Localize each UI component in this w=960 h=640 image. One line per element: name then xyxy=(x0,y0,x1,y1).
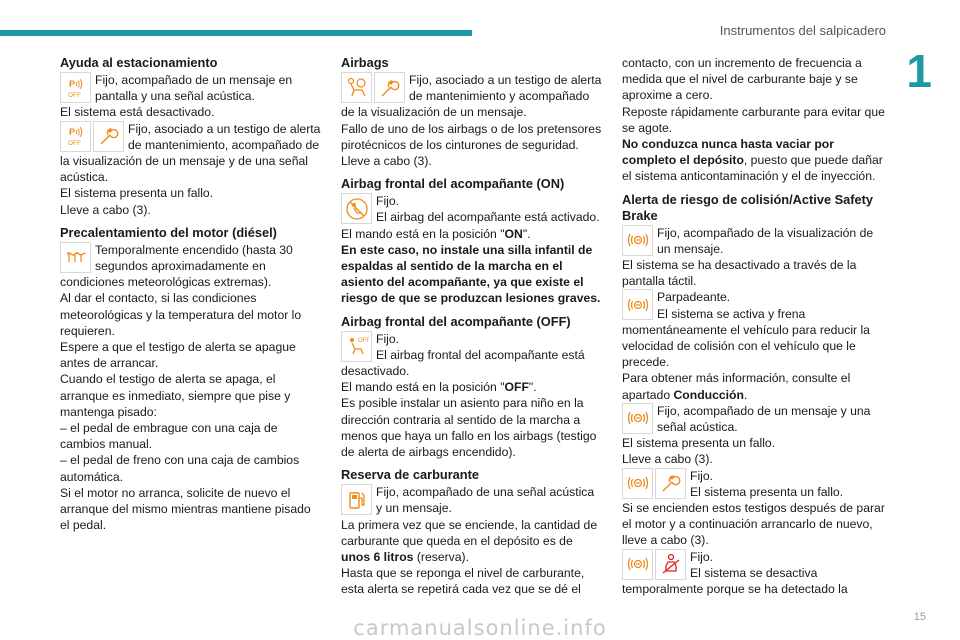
parking-entry-1-text: Fijo, acompañado de un mensaje en pantalla y una señal acústica. xyxy=(95,73,293,104)
collision-alert-icon xyxy=(622,225,653,256)
airbag-off-text: El airbag frontal del acompañante está desactivado. xyxy=(341,347,585,379)
collision-alert-icon xyxy=(622,289,653,320)
wrench-icon xyxy=(93,121,124,152)
collision-entry-3-action: Lleve a cabo (3). xyxy=(622,452,713,467)
parking-aid-title: Ayuda al estacionamiento xyxy=(60,55,218,70)
airbags-title: Airbags xyxy=(341,55,389,70)
column-right xyxy=(622,55,887,597)
collision-entry-2 xyxy=(622,289,887,402)
fuel-cont-1: contacto, con un incremento de frecuencia a medida que el nivel de carburante baje y se aproxime a cero. xyxy=(622,56,862,103)
column-middle xyxy=(341,55,603,598)
airbag-on-state: Fijo. xyxy=(376,194,400,209)
collision-entry-2-text: El sistema se activa y frena momentáneamente el vehículo para reducir la velocidad de colisión con el vehículo que le precede. xyxy=(622,306,870,370)
collision-entry-3-text: Fijo, acompañado de un mensaje y una señal acústica. xyxy=(657,403,871,435)
header-accent-bar xyxy=(0,30,472,36)
wrench-icon xyxy=(655,468,686,499)
collision-alert-icon xyxy=(622,403,653,434)
preheat-p4: – el pedal de embrague con una caja de cambios manual. xyxy=(60,421,278,452)
car-warning-icon xyxy=(655,549,686,580)
airbag-off-p2: Es posible instalar un asiento para niño en la dirección contraria al sentido de la marcha a menos que haya un fallo en los airbags (testigo de alerta de airbags encendido). xyxy=(341,396,597,460)
preheat-entry xyxy=(60,242,322,534)
collision-entry-5-state: Fijo. xyxy=(690,549,714,564)
wrench-icon xyxy=(374,72,405,103)
fuel-entry xyxy=(341,484,603,597)
collision-alert-icon xyxy=(622,549,653,580)
airbags-entry xyxy=(341,72,603,169)
airbag-off-title: Airbag frontal del acompañante (OFF) xyxy=(341,313,571,329)
airbag-off-position: El mando está en la posición "OFF". xyxy=(341,380,537,395)
collision-entry-4-state: Fijo. xyxy=(690,468,714,483)
page-number: 15 xyxy=(913,611,926,623)
preheat-p5: – el pedal de freno con una caja de cambios automática. xyxy=(60,453,300,484)
collision-entry-1 xyxy=(622,225,887,290)
chapter-number: 1 xyxy=(906,45,932,97)
passenger-airbag-on-icon xyxy=(341,193,372,224)
airbags-p2: Lleve a cabo (3). xyxy=(341,154,432,169)
preheat-entry-text: Temporalmente encendido (hasta 30 segundos aproximadamente en condiciones meteorológicas extremas). xyxy=(60,242,293,290)
collision-entry-5-text: El sistema se desactiva temporalmente porque se ha detectado la xyxy=(622,565,848,597)
airbag-on-warning: En este caso, no instale una silla infantil de espaldas al sentido de la marcha en el asiento del acompañante, ya que existe el riesgo de que se produzcan lesiones graves. xyxy=(341,242,601,306)
glow-plug-icon xyxy=(60,242,91,273)
fuel-pump-icon xyxy=(341,484,372,515)
collision-entry-1-status: El sistema se ha desactivado a través de la pantalla táctil. xyxy=(622,258,857,289)
collision-entry-2-state: Parpadeante. xyxy=(657,290,731,305)
fuel-cont-2: Reposte rápidamente carburante para evitar que se agote. xyxy=(622,104,885,135)
parking-entry-2 xyxy=(60,121,322,218)
preheat-p6: Si el motor no arranca, solicite de nuevo el arranque del mismo mientras mantiene pisado el pedal. xyxy=(60,485,311,533)
airbag-on-title: Airbag frontal del acompañante (ON) xyxy=(341,176,565,192)
watermark: carmanualsonline.info xyxy=(353,616,607,640)
parking-entry-1-status: El sistema está desactivado. xyxy=(60,105,215,120)
airbag-on-position: El mando está en la posición "ON". xyxy=(341,226,531,241)
fuel-p2: Hasta que se reponga el nivel de carburante, esta alerta se repetirá cada vez que se dé el xyxy=(341,566,585,597)
airbag-person-icon xyxy=(341,72,372,103)
preheat-p1: Al dar el contacto, si las condiciones meteorológicas y la temperatura del motor lo requieren. xyxy=(60,291,302,338)
passenger-airbag-off-icon xyxy=(341,331,372,362)
collision-entry-2-more: Para obtener más información, consulte el apartado Conducción. xyxy=(622,371,851,402)
airbag-on-text: El airbag del acompañante está activado. xyxy=(376,210,600,225)
collision-entry-1-text: Fijo, acompañado de la visualización de un mensaje. xyxy=(657,225,874,256)
section-title: Instrumentos del salpicadero xyxy=(719,23,886,38)
collision-entry-4 xyxy=(622,468,887,549)
fuel-reserve-title: Reserva de carburante xyxy=(341,467,479,483)
parking-entry-2-action: Lleve a cabo (3). xyxy=(60,202,151,217)
fuel-cont-3: No conduzca nunca hasta vaciar por completo el depósito, puesto que puede dañar el sistema anticontaminación y el de inyección. xyxy=(622,137,883,184)
collision-title: Alerta de riesgo de colisión/Active Safety Brake xyxy=(622,191,874,223)
collision-alert-icon xyxy=(622,468,653,499)
fuel-entry-text: Fijo, acompañado de una señal acústica y un mensaje. xyxy=(376,485,595,516)
preheat-title: Precalentamiento del motor (diésel) xyxy=(60,224,277,240)
parking-entry-1 xyxy=(60,72,322,121)
collision-entry-3-status: El sistema presenta un fallo. xyxy=(622,436,776,451)
parking-sensor-off-icon xyxy=(60,121,91,152)
fuel-p1: La primera vez que se enciende, la cantidad de carburante que queda en el depósito es de unos 6 litros (reserva). xyxy=(341,517,598,565)
collision-entry-4-action: Si se encienden estos testigos después de parar el motor y a continuación arrancarlo de nuevo, lleve a cabo (3). xyxy=(622,501,885,548)
airbags-entry-text: Fijo, asociado a un testigo de alerta de mantenimiento y acompañado de la visualización de un mensaje. xyxy=(341,73,602,120)
parking-entry-2-text: Fijo, asociado a un testigo de alerta de mantenimiento, acompañado de la visualización de un mensaje y de una señal acústica. xyxy=(60,121,321,185)
airbag-off-entry xyxy=(341,331,603,461)
collision-entry-5 xyxy=(622,549,887,598)
airbags-p1: Fallo de uno de los airbags o de los pretensores pirotécnicos de los cinturones de seguridad. xyxy=(341,121,602,152)
parking-sensor-off-icon xyxy=(60,72,91,103)
collision-entry-3 xyxy=(622,403,887,468)
collision-entry-4-text: El sistema presenta un fallo. xyxy=(690,484,844,499)
airbag-on-entry xyxy=(341,193,603,306)
airbag-off-state: Fijo. xyxy=(376,331,400,346)
parking-entry-2-status: El sistema presenta un fallo. xyxy=(60,186,214,201)
column-left xyxy=(60,55,322,533)
preheat-p2: Espere a que el testigo de alerta se apague antes de arrancar. xyxy=(60,340,296,371)
preheat-p3: Cuando el testigo de alerta se apaga, el arranque es inmediato, siempre que pise y mantenga pisado: xyxy=(60,372,291,419)
